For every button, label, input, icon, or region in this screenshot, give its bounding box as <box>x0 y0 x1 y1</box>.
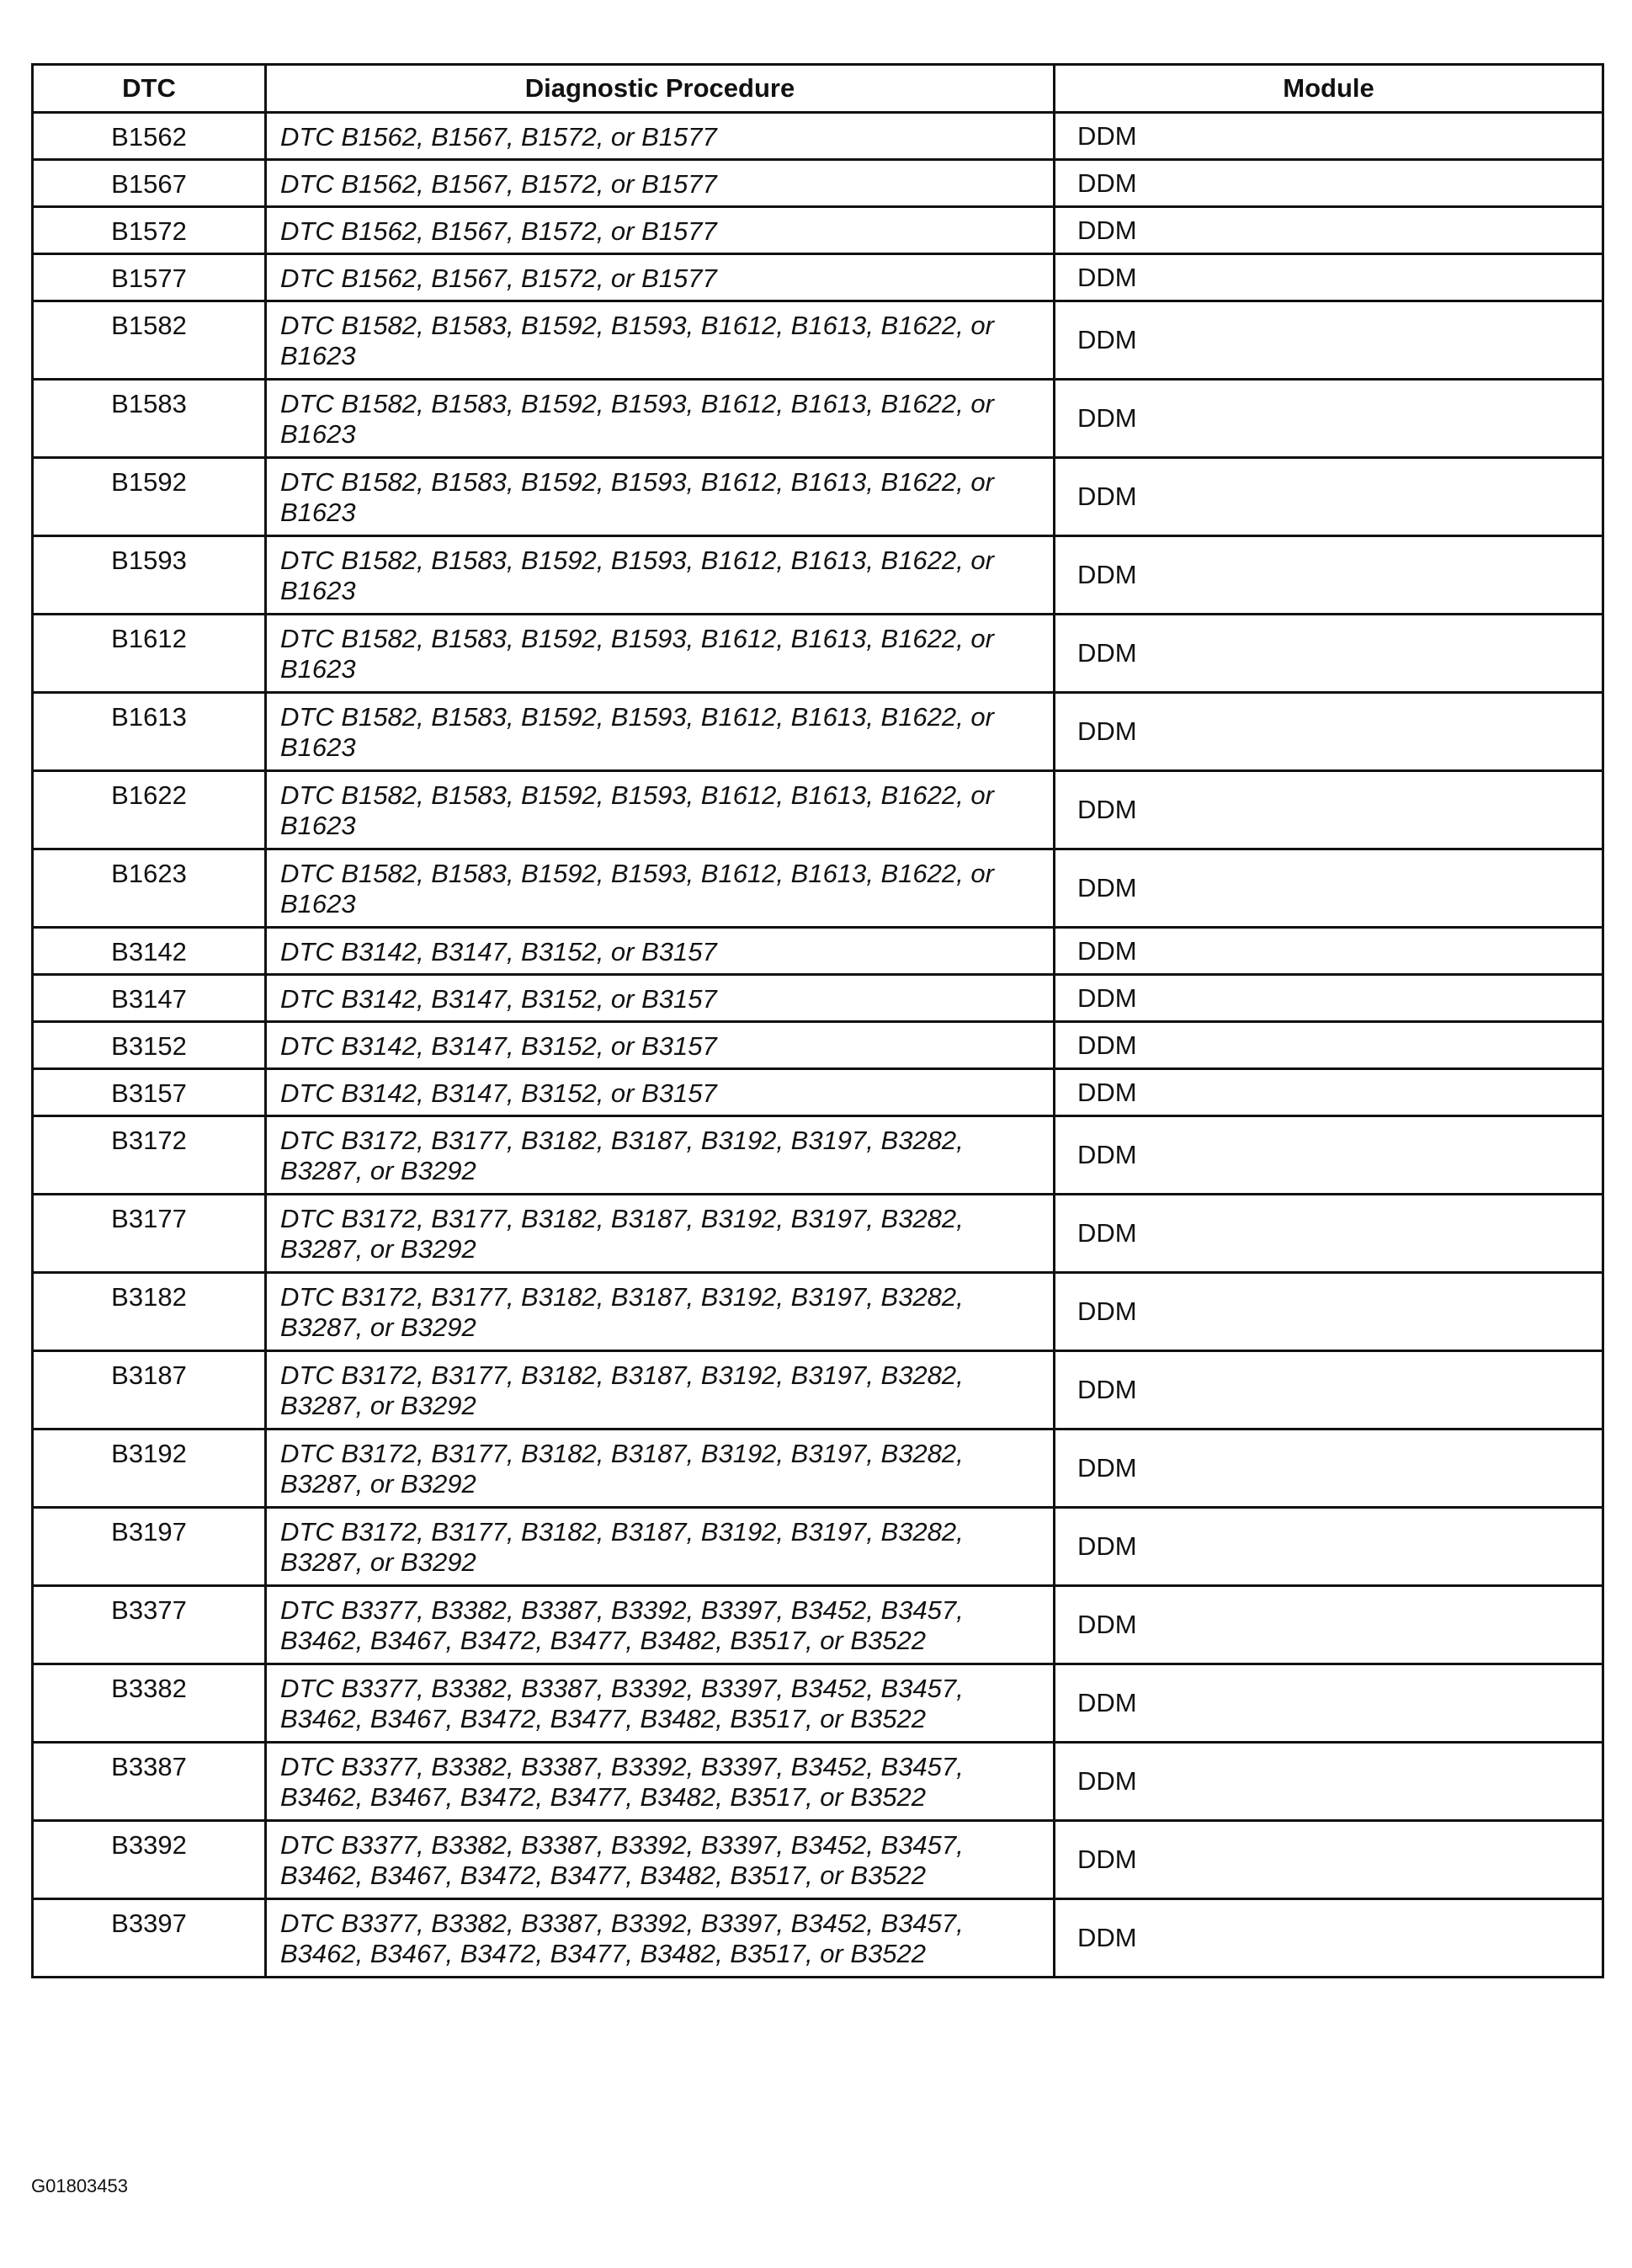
diagnostic-procedure-cell: DTC B3142, B3147, B3152, or B3157 <box>266 1022 1055 1069</box>
module-cell: DDM <box>1055 254 1603 301</box>
diagnostic-procedure-cell: DTC B3142, B3147, B3152, or B3157 <box>266 1069 1055 1116</box>
dtc-cell: B3382 <box>33 1664 266 1743</box>
dtc-cell: B3147 <box>33 975 266 1022</box>
table-row <box>33 458 1603 536</box>
table-row <box>33 207 1603 254</box>
table-row <box>33 254 1603 301</box>
dtc-cell: B1623 <box>33 849 266 928</box>
dtc-cell: B3182 <box>33 1273 266 1351</box>
table-row <box>33 113 1603 160</box>
table-row <box>33 380 1603 458</box>
module-cell: DDM <box>1055 693 1603 771</box>
dtc-cell: B1612 <box>33 615 266 693</box>
dtc-cell: B3152 <box>33 1022 266 1069</box>
module-cell: DDM <box>1055 1821 1603 1899</box>
diagnostic-procedure-cell: DTC B1562, B1567, B1572, or B1577 <box>266 254 1055 301</box>
table-row <box>33 849 1603 928</box>
module-cell: DDM <box>1055 1273 1603 1351</box>
diagnostic-procedure-cell: DTC B3142, B3147, B3152, or B3157 <box>266 975 1055 1022</box>
module-cell: DDM <box>1055 1664 1603 1743</box>
dtc-cell: B1593 <box>33 536 266 615</box>
module-cell: DDM <box>1055 458 1603 536</box>
diagnostic-procedure-cell: DTC B3172, B3177, B3182, B3187, B3192, B3197, B3282, B3287, or B3292 <box>266 1116 1055 1195</box>
module-cell: DDM <box>1055 1899 1603 1978</box>
table-row <box>33 1116 1603 1195</box>
table-row <box>33 1195 1603 1273</box>
diagnostic-procedure-cell: DTC B3172, B3177, B3182, B3187, B3192, B3197, B3282, B3287, or B3292 <box>266 1508 1055 1586</box>
module-cell: DDM <box>1055 975 1603 1022</box>
module-cell: DDM <box>1055 536 1603 615</box>
dtc-cell: B3377 <box>33 1586 266 1664</box>
diagnostic-procedure-cell: DTC B3377, B3382, B3387, B3392, B3397, B3452, B3457, B3462, B3467, B3472, B3477, B3482, B3517, or B3522 <box>266 1899 1055 1978</box>
module-cell: DDM <box>1055 1116 1603 1195</box>
module-cell: DDM <box>1055 1429 1603 1508</box>
diagnostic-procedure-cell: DTC B1582, B1583, B1592, B1593, B1612, B1613, B1622, or B1623 <box>266 693 1055 771</box>
module-cell: DDM <box>1055 113 1603 160</box>
table-row <box>33 1586 1603 1664</box>
table-row <box>33 928 1603 975</box>
dtc-cell: B3197 <box>33 1508 266 1586</box>
diagnostic-procedure-cell: DTC B3377, B3382, B3387, B3392, B3397, B3452, B3457, B3462, B3467, B3472, B3477, B3482, B3517, or B3522 <box>266 1586 1055 1664</box>
diagnostic-procedure-cell: DTC B3172, B3177, B3182, B3187, B3192, B3197, B3282, B3287, or B3292 <box>266 1429 1055 1508</box>
diagnostic-procedure-cell: DTC B1562, B1567, B1572, or B1577 <box>266 160 1055 207</box>
table-row <box>33 1743 1603 1821</box>
dtc-cell: B1613 <box>33 693 266 771</box>
dtc-cell: B3387 <box>33 1743 266 1821</box>
table-row <box>33 536 1603 615</box>
module-cell: DDM <box>1055 1508 1603 1586</box>
dtc-cell: B3142 <box>33 928 266 975</box>
table-row <box>33 975 1603 1022</box>
table-row <box>33 160 1603 207</box>
module-cell: DDM <box>1055 160 1603 207</box>
diagnostic-procedure-cell: DTC B3377, B3382, B3387, B3392, B3397, B3452, B3457, B3462, B3467, B3472, B3477, B3482, B3517, or B3522 <box>266 1821 1055 1899</box>
diagnostic-procedure-cell: DTC B1582, B1583, B1592, B1593, B1612, B1613, B1622, or B1623 <box>266 380 1055 458</box>
diagnostic-procedure-cell: DTC B1582, B1583, B1592, B1593, B1612, B1613, B1622, or B1623 <box>266 615 1055 693</box>
table-body <box>33 113 1603 1978</box>
dtc-cell: B1582 <box>33 301 266 380</box>
module-cell: DDM <box>1055 1586 1603 1664</box>
module-cell: DDM <box>1055 771 1603 849</box>
dtc-cell: B1622 <box>33 771 266 849</box>
dtc-cell: B3157 <box>33 1069 266 1116</box>
dtc-cell: B3397 <box>33 1899 266 1978</box>
diagnostic-procedure-cell: DTC B3377, B3382, B3387, B3392, B3397, B3452, B3457, B3462, B3467, B3472, B3477, B3482, B3517, or B3522 <box>266 1664 1055 1743</box>
diagnostic-procedure-cell: DTC B1582, B1583, B1592, B1593, B1612, B1613, B1622, or B1623 <box>266 458 1055 536</box>
diagnostic-procedure-cell: DTC B1562, B1567, B1572, or B1577 <box>266 113 1055 160</box>
diagnostic-procedure-cell: DTC B3172, B3177, B3182, B3187, B3192, B3197, B3282, B3287, or B3292 <box>266 1195 1055 1273</box>
diagnostic-procedure-cell: DTC B3142, B3147, B3152, or B3157 <box>266 928 1055 975</box>
diagnostic-procedure-cell: DTC B1582, B1583, B1592, B1593, B1612, B1613, B1622, or B1623 <box>266 536 1055 615</box>
dtc-cell: B3172 <box>33 1116 266 1195</box>
table-row <box>33 1351 1603 1429</box>
module-cell: DDM <box>1055 1195 1603 1273</box>
dtc-cell: B1583 <box>33 380 266 458</box>
module-cell: DDM <box>1055 1022 1603 1069</box>
table-row <box>33 615 1603 693</box>
dtc-table <box>31 63 1604 1978</box>
dtc-cell: B1577 <box>33 254 266 301</box>
diagnostic-procedure-cell: DTC B1582, B1583, B1592, B1593, B1612, B1613, B1622, or B1623 <box>266 771 1055 849</box>
table-row <box>33 1508 1603 1586</box>
table-row <box>33 1664 1603 1743</box>
module-cell: DDM <box>1055 849 1603 928</box>
table-row <box>33 301 1603 380</box>
dtc-cell: B3177 <box>33 1195 266 1273</box>
table-row <box>33 1273 1603 1351</box>
module-cell: DDM <box>1055 1069 1603 1116</box>
header-module: Module <box>1055 65 1603 113</box>
header-diagnostic-procedure: Diagnostic Procedure <box>266 65 1055 113</box>
module-cell: DDM <box>1055 1743 1603 1821</box>
table-row <box>33 1899 1603 1978</box>
table-row <box>33 1069 1603 1116</box>
table-row <box>33 1022 1603 1069</box>
module-cell: DDM <box>1055 207 1603 254</box>
table-header-row <box>33 65 1603 113</box>
diagnostic-procedure-cell: DTC B3172, B3177, B3182, B3187, B3192, B3197, B3282, B3287, or B3292 <box>266 1351 1055 1429</box>
module-cell: DDM <box>1055 301 1603 380</box>
module-cell: DDM <box>1055 615 1603 693</box>
table-row <box>33 693 1603 771</box>
diagnostic-procedure-cell: DTC B3377, B3382, B3387, B3392, B3397, B3452, B3457, B3462, B3467, B3472, B3477, B3482, B3517, or B3522 <box>266 1743 1055 1821</box>
table-row <box>33 1429 1603 1508</box>
dtc-cell: B1567 <box>33 160 266 207</box>
dtc-cell: B3392 <box>33 1821 266 1899</box>
header-dtc: DTC <box>33 65 266 113</box>
figure-code: G01803453 <box>31 2175 128 2196</box>
diagnostic-procedure-cell: DTC B3172, B3177, B3182, B3187, B3192, B3197, B3282, B3287, or B3292 <box>266 1273 1055 1351</box>
module-cell: DDM <box>1055 1351 1603 1429</box>
table-row <box>33 771 1603 849</box>
module-cell: DDM <box>1055 928 1603 975</box>
diagnostic-procedure-cell: DTC B1582, B1583, B1592, B1593, B1612, B1613, B1622, or B1623 <box>266 849 1055 928</box>
dtc-cell: B1592 <box>33 458 266 536</box>
table-row <box>33 1821 1603 1899</box>
dtc-cell: B3187 <box>33 1351 266 1429</box>
diagnostic-procedure-cell: DTC B1562, B1567, B1572, or B1577 <box>266 207 1055 254</box>
dtc-cell: B1562 <box>33 113 266 160</box>
module-cell: DDM <box>1055 380 1603 458</box>
dtc-cell: B1572 <box>33 207 266 254</box>
dtc-cell: B3192 <box>33 1429 266 1508</box>
diagnostic-procedure-cell: DTC B1582, B1583, B1592, B1593, B1612, B1613, B1622, or B1623 <box>266 301 1055 380</box>
